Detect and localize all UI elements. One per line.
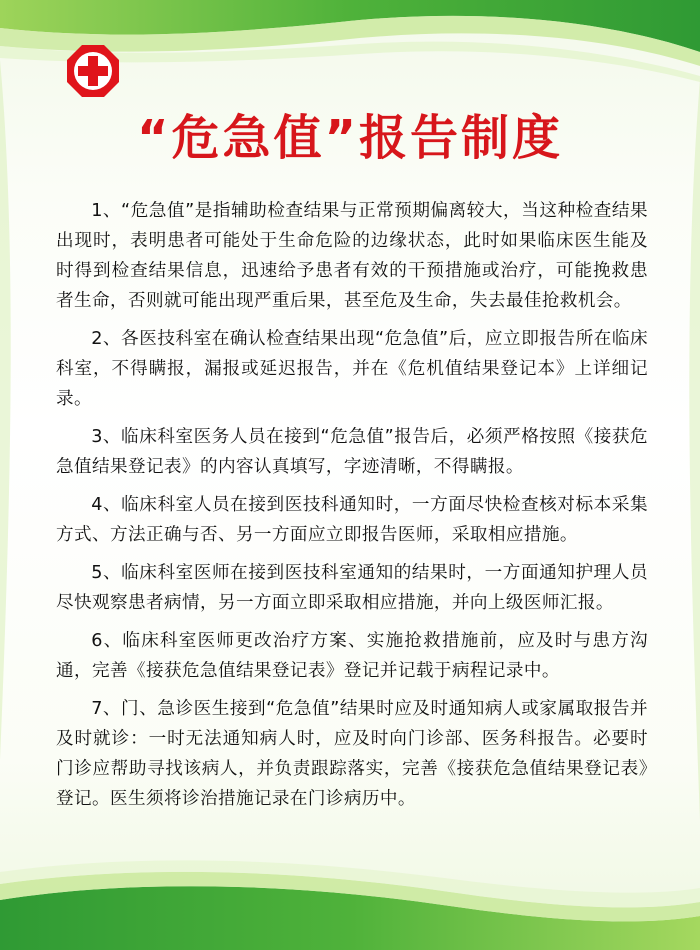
page-title: “危急值”报告制度 <box>136 110 564 166</box>
rule-paragraph-4: 4、临床科室人员在接到医技科通知时，一方面尽快检查核对标本采集方式、方法正确与否、另一方面应立即报告医师，采取相应措施。 <box>56 495 648 545</box>
rule-paragraph-1: 1、“危急值”是指辅助检查结果与正常预期偏离较大，当这种检查结果出现时，表明患者可能处于生命危险的边缘状态，此时如果临床医生能及时得到检查结果信息，迅速给予患者有效的干预措施或治疗，可能挽救患者生命，否则就可能出现严重后果，甚至危及生命，失去最佳抢救机会。 <box>56 201 648 311</box>
rule-paragraph-3: 3、临床科室医务人员在接到“危急值”报告后，必须严格按照《接获危急值结果登记表》的内容认真填写，字迹清晰，不得瞒报。 <box>56 427 648 477</box>
rule-paragraph-6: 6、临床科室医师更改治疗方案、实施抢救措施前，应及时与患方沟通，完善《接获危急值结果登记表》登记并记载于病程记录中。 <box>56 631 648 681</box>
rule-paragraph-5: 5、临床科室医师在接到医技科室通知的结果时，一方面通知护理人员尽快观察患者病情，另一方面立即采取相应措施，并向上级医师汇报。 <box>56 563 648 613</box>
rule-paragraph-2: 2、各医技科室在确认检查结果出现“危急值”后，应立即报告所在临床科室，不得瞒报，漏报或延迟报告，并在《危机值结果登记本》上详细记录。 <box>56 329 648 409</box>
rules-content <box>56 196 648 822</box>
red-cross-icon <box>66 44 120 98</box>
rule-paragraph-7: 7、门、急诊医生接到“危急值”结果时应及时通知病人或家属取报告并及时就诊：一时无法通知病人时，应及时向门诊部、医务科报告。必要时门诊应帮助寻找该病人，并负责跟踪落实，完善《接获危急值结果登记表》登记。医生须将诊治措施记录在门诊病历中。 <box>56 699 648 809</box>
